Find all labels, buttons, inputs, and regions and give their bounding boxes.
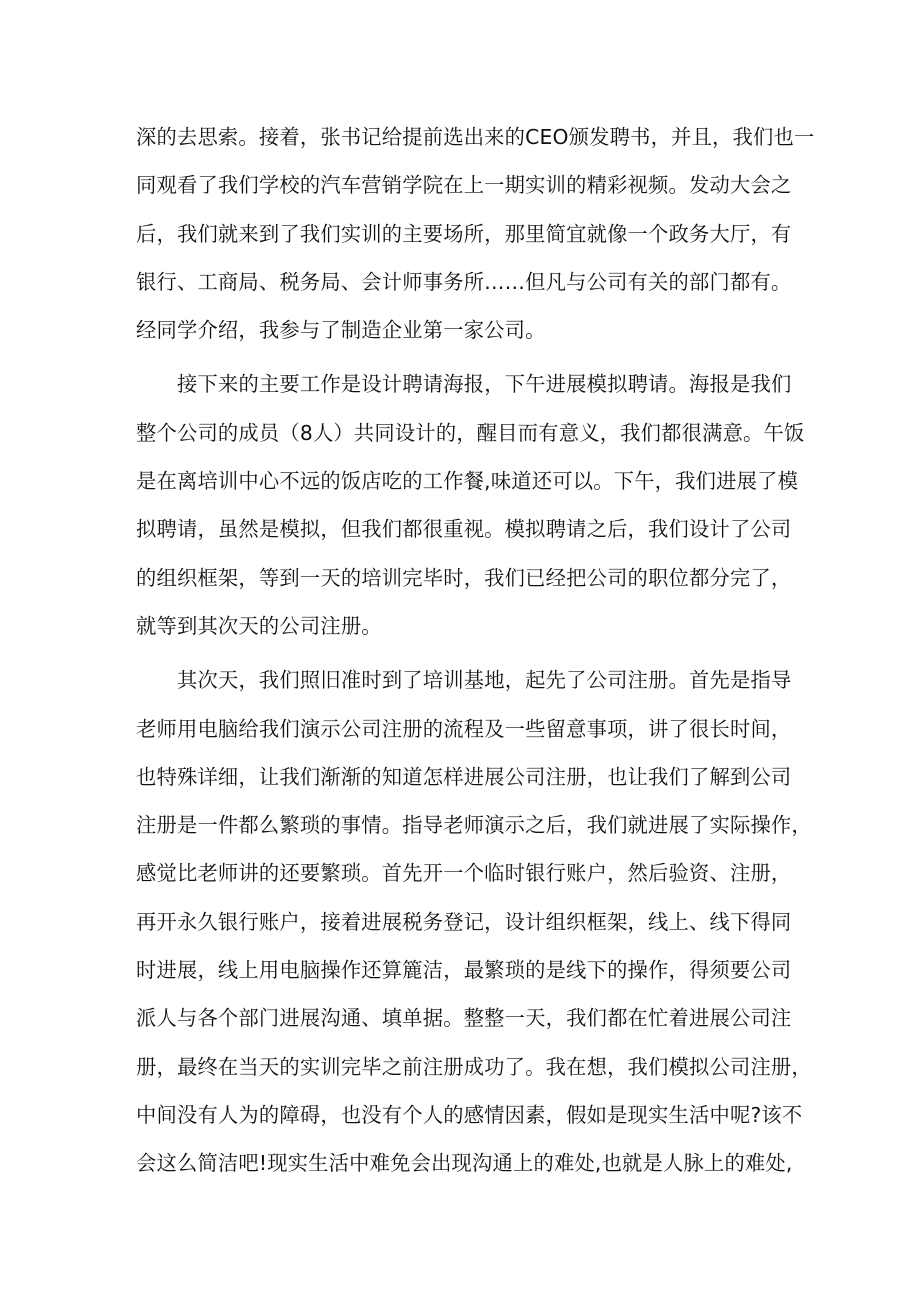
document-body — [136, 113, 815, 1188]
paragraph-3 — [136, 656, 812, 1187]
text-line: 中间没有人为的障碍，也没有个人的感情因素，假如是现实生活中呢?该不 — [136, 1102, 803, 1127]
text-line: 银行、工商局、税务局、会计师事务所……但凡与公司有关的部门都有。 — [136, 269, 792, 294]
text-line: 就等到其次天的公司注册。 — [136, 613, 382, 638]
text-line: 册，最终在当天的实训完毕之前注册成功了。我在想，我们模拟公司注册， — [136, 1054, 812, 1079]
text-line: 是在离培训中心不远的饭店吃的工作餐,味道还可以。下午，我们进展了模 — [136, 469, 799, 494]
text-line: 老师用电脑给我们演示公司注册的流程及一些留意事项，讲了很长时间， — [136, 716, 792, 741]
text-line: 感觉比老师讲的还要繁琐。首先开一个临时银行账户，然后验资、注册， — [136, 861, 792, 886]
text-line: 整个公司的成员（8人）共同设计的，醒目而有意义，我们都很满意。午饭 — [136, 420, 805, 445]
text-line: 时进展，线上用电脑操作还算簏洁，最繁琐的是线下的操作，得须要公司 — [136, 958, 792, 983]
text-line: 其次天，我们照旧准时到了培训基地，起先了公司注册。首先是指导 — [177, 668, 792, 693]
text-line: 注册是一件都么繁琐的事情。指导老师演示之后，我们就进展了实际操作， — [136, 813, 812, 838]
text-line: 派人与各个部门进展沟通、填单据。整整一天，我们都在忙着进展公司注 — [136, 1006, 792, 1031]
text-line: 深的去思索。接着，张书记给提前选出来的CEO颁发聘书，并且，我们也一 — [136, 125, 815, 149]
text-line: 经同学介绍，我参与了制造企业第一家公司。 — [136, 318, 546, 343]
text-line: 后，我们就来到了我们实训的主要场所，那里简宜就像一个政务大厅，有 — [136, 221, 792, 246]
text-line: 的组织框架，等到一天的培训完毕时，我们已经把公司的职位都分完了， — [136, 565, 792, 590]
paragraph-1 — [136, 113, 815, 354]
text-line: 拟聘请，虽然是模拟，但我们都很重视。模拟聘请之后，我们设计了公司 — [136, 517, 792, 542]
paragraph-2 — [136, 360, 805, 650]
text-line: 也特殊详细，让我们渐渐的知道怎样进展公司注册，也让我们了解到公司 — [136, 764, 792, 789]
text-line: 同观看了我们学校的汽车营销学院在上一期实训的精彩视频。发动大会之 — [136, 173, 792, 198]
text-line: 再开永久银行账户，接着进展税务登记，设计组织框架，线上、线下得同 — [136, 909, 792, 934]
text-line: 会这么简洁吧!现实生活中难免会出现沟通上的难处,也就是人脉上的难处, — [136, 1151, 793, 1176]
text-line: 接下来的主要工作是设计聘请海报，下午进展模拟聘请。海报是我们 — [177, 372, 792, 397]
